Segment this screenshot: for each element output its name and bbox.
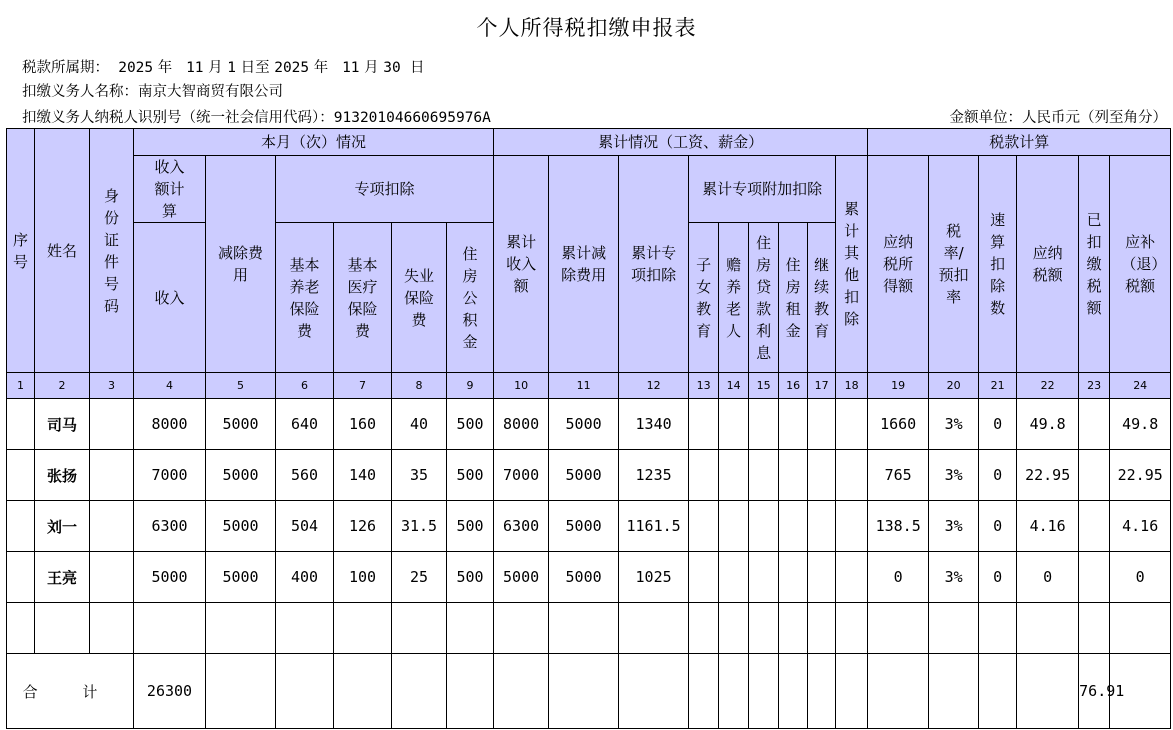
header-unemployment: 失业保险费 bbox=[392, 223, 447, 373]
period-to-year: 2025 bbox=[274, 60, 310, 76]
cell-cum-income: 6300 bbox=[494, 501, 549, 552]
cell-child-edu bbox=[689, 501, 719, 552]
column-number: 14 bbox=[719, 373, 749, 399]
total-cell bbox=[392, 654, 447, 729]
column-number: 17 bbox=[808, 373, 836, 399]
withholder-id-value: 91320104660695976A bbox=[333, 110, 491, 126]
cell-tax-payable: 4.16 bbox=[1017, 501, 1079, 552]
cell-rent bbox=[779, 501, 808, 552]
cell-mortgage bbox=[749, 501, 779, 552]
column-number: 24 bbox=[1110, 373, 1171, 399]
cell-cum-income: 8000 bbox=[494, 399, 549, 450]
total-cell bbox=[836, 654, 868, 729]
cell-mortgage bbox=[749, 552, 779, 603]
header-tax-withheld: 已扣缴税额 bbox=[1079, 156, 1110, 373]
cell-tax-withheld bbox=[1079, 450, 1110, 501]
cell-name: 刘一 bbox=[35, 501, 90, 552]
header-rate: 税率/预扣率 bbox=[929, 156, 979, 373]
cell-deduction-fee: 5000 bbox=[206, 552, 276, 603]
total-cell bbox=[619, 654, 689, 729]
cell-cum-deduction bbox=[549, 603, 619, 654]
total-tax-payable: 76.91 bbox=[1079, 654, 1110, 729]
cell-tax-withheld bbox=[1079, 399, 1110, 450]
column-number: 10 bbox=[494, 373, 549, 399]
cell-rent bbox=[779, 399, 808, 450]
cell-pension: 640 bbox=[276, 399, 334, 450]
cell-cum-other bbox=[836, 501, 868, 552]
header-tax-payable: 应纳税额 bbox=[1017, 156, 1079, 373]
table-row bbox=[7, 450, 1171, 501]
cell-unemployment bbox=[392, 603, 447, 654]
month-unit-2: 月 bbox=[364, 60, 379, 76]
column-number: 5 bbox=[206, 373, 276, 399]
total-income: 26300 bbox=[134, 654, 206, 729]
column-number-row bbox=[7, 373, 1171, 399]
cell-quick-deduction: 0 bbox=[979, 450, 1017, 501]
cell-taxable-income: 0 bbox=[868, 552, 929, 603]
cell-deduction-fee bbox=[206, 603, 276, 654]
table-row bbox=[7, 501, 1171, 552]
header-cum-special: 累计专项扣除 bbox=[619, 156, 689, 373]
column-number: 1 bbox=[7, 373, 35, 399]
header-cum-additional: 累计专项附加扣除 bbox=[689, 156, 836, 223]
column-number: 6 bbox=[276, 373, 334, 399]
tax-period bbox=[22, 56, 424, 77]
header-special: 专项扣除 bbox=[276, 156, 494, 223]
day-unit-2: 日 bbox=[409, 60, 425, 76]
column-number: 18 bbox=[836, 373, 868, 399]
cell-income bbox=[134, 603, 206, 654]
cell-taxable-income: 765 bbox=[868, 450, 929, 501]
cell-id-no bbox=[90, 501, 134, 552]
period-to-day: 30 bbox=[383, 60, 401, 76]
cell-name: 司马 bbox=[35, 399, 90, 450]
header-cum-other: 累计其他扣除 bbox=[836, 156, 868, 373]
withholder-name-label: 扣缴义务人名称： bbox=[22, 84, 138, 100]
total-cell bbox=[749, 654, 779, 729]
header-income: 收入 bbox=[134, 223, 206, 373]
cell-cum-other bbox=[836, 399, 868, 450]
cell-name: 张扬 bbox=[35, 450, 90, 501]
header-cum-deduction: 累计减除费用 bbox=[549, 156, 619, 373]
header-child-edu: 子女教育 bbox=[689, 223, 719, 373]
cell-cum-deduction: 5000 bbox=[549, 399, 619, 450]
cell-tax-withheld bbox=[1079, 501, 1110, 552]
cell-rate bbox=[929, 603, 979, 654]
column-number: 20 bbox=[929, 373, 979, 399]
cell-cum-other bbox=[836, 450, 868, 501]
cell-cum-special: 1235 bbox=[619, 450, 689, 501]
cell-medical: 100 bbox=[334, 552, 392, 603]
cell-id-no bbox=[90, 603, 134, 654]
to-word: 至 bbox=[255, 60, 270, 76]
column-number: 9 bbox=[447, 373, 494, 399]
cell-rate: 3% bbox=[929, 501, 979, 552]
cell-income: 8000 bbox=[134, 399, 206, 450]
cell-housing-fund bbox=[447, 603, 494, 654]
total-row bbox=[7, 654, 1171, 729]
header-tax-calc: 税款计算 bbox=[868, 129, 1171, 156]
cell-cum-other bbox=[836, 603, 868, 654]
cell-tax-payable: 22.95 bbox=[1017, 450, 1079, 501]
cell-taxable-income: 138.5 bbox=[868, 501, 929, 552]
cell-cont-edu bbox=[808, 552, 836, 603]
cell-rent bbox=[779, 552, 808, 603]
cell-income: 6300 bbox=[134, 501, 206, 552]
cell-housing-fund: 500 bbox=[447, 552, 494, 603]
table-row bbox=[7, 552, 1171, 603]
total-cell bbox=[1017, 654, 1079, 729]
cell-taxable-income bbox=[868, 603, 929, 654]
column-number: 3 bbox=[90, 373, 134, 399]
cell-elderly bbox=[719, 501, 749, 552]
header-cont-edu: 继续教育 bbox=[808, 223, 836, 373]
year-unit-2: 年 bbox=[313, 60, 329, 76]
cell-elderly bbox=[719, 552, 749, 603]
column-number: 16 bbox=[779, 373, 808, 399]
cell-pension: 400 bbox=[276, 552, 334, 603]
header-cumulative: 累计情况（工资、薪金） bbox=[494, 129, 868, 156]
cell-child-edu bbox=[689, 450, 719, 501]
cell-rate: 3% bbox=[929, 450, 979, 501]
cell-pension bbox=[276, 603, 334, 654]
header-monthly: 本月（次）情况 bbox=[134, 129, 494, 156]
header-pension: 基本养老保险费 bbox=[276, 223, 334, 373]
page-title: 个人所得税扣缴申报表 bbox=[476, 16, 697, 40]
column-number: 15 bbox=[749, 373, 779, 399]
cell-housing-fund: 500 bbox=[447, 501, 494, 552]
cell-unemployment: 35 bbox=[392, 450, 447, 501]
header-taxable-income: 应纳税所得额 bbox=[868, 156, 929, 373]
cell-id-no bbox=[90, 450, 134, 501]
header-quick-deduction: 速算扣除数 bbox=[979, 156, 1017, 373]
cell-cum-special: 1025 bbox=[619, 552, 689, 603]
cell-medical bbox=[334, 603, 392, 654]
cell-rate: 3% bbox=[929, 552, 979, 603]
cell-cum-special: 1340 bbox=[619, 399, 689, 450]
cell-seq bbox=[7, 552, 35, 603]
cell-medical: 126 bbox=[334, 501, 392, 552]
period-to-month: 11 bbox=[342, 60, 360, 76]
column-number: 2 bbox=[35, 373, 90, 399]
cell-deduction-fee: 5000 bbox=[206, 399, 276, 450]
header-name: 姓名 bbox=[35, 129, 90, 373]
cell-seq bbox=[7, 501, 35, 552]
cell-quick-deduction: 0 bbox=[979, 552, 1017, 603]
cell-name: 王亮 bbox=[35, 552, 90, 603]
cell-mortgage bbox=[749, 450, 779, 501]
column-number: 8 bbox=[392, 373, 447, 399]
cell-tax-payable: 49.8 bbox=[1017, 399, 1079, 450]
header-rent: 住房租金 bbox=[779, 223, 808, 373]
header-id-no: 身份证件号码 bbox=[90, 129, 134, 373]
header-mortgage: 住房贷款利息 bbox=[749, 223, 779, 373]
total-cell bbox=[494, 654, 549, 729]
withholder-name-value: 南京大智商贸有限公司 bbox=[138, 84, 283, 100]
total-cell bbox=[206, 654, 276, 729]
cell-quick-deduction: 0 bbox=[979, 399, 1017, 450]
cell-tax-due bbox=[1110, 603, 1171, 654]
withholder-name bbox=[22, 80, 283, 101]
table-row bbox=[7, 399, 1171, 450]
cell-mortgage bbox=[749, 603, 779, 654]
period-from-month: 11 bbox=[186, 60, 204, 76]
cell-tax-payable: 0 bbox=[1017, 552, 1079, 603]
total-cell bbox=[447, 654, 494, 729]
cell-mortgage bbox=[749, 399, 779, 450]
cell-tax-due: 22.95 bbox=[1110, 450, 1171, 501]
period-from-day: 1 bbox=[227, 60, 236, 76]
withholder-id-label: 扣缴义务人纳税人识别号（统一社会信用代码）： bbox=[22, 110, 334, 126]
cell-tax-payable bbox=[1017, 603, 1079, 654]
cell-name bbox=[35, 603, 90, 654]
cell-child-edu bbox=[689, 399, 719, 450]
cell-id-no bbox=[90, 552, 134, 603]
cell-elderly bbox=[719, 399, 749, 450]
header-cum-income: 累计收入额 bbox=[494, 156, 549, 373]
column-number: 12 bbox=[619, 373, 689, 399]
cell-medical: 160 bbox=[334, 399, 392, 450]
cell-elderly bbox=[719, 450, 749, 501]
header-deduction-fee: 减除费用 bbox=[206, 156, 276, 373]
column-number: 11 bbox=[549, 373, 619, 399]
total-cell bbox=[808, 654, 836, 729]
header-seq: 序号 bbox=[7, 129, 35, 373]
cell-tax-due: 0 bbox=[1110, 552, 1171, 603]
total-cell bbox=[276, 654, 334, 729]
table-row bbox=[7, 603, 1171, 654]
cell-unemployment: 40 bbox=[392, 399, 447, 450]
cell-cum-income bbox=[494, 603, 549, 654]
total-cell bbox=[929, 654, 979, 729]
cell-cont-edu bbox=[808, 450, 836, 501]
cell-medical: 140 bbox=[334, 450, 392, 501]
cell-cum-deduction: 5000 bbox=[549, 450, 619, 501]
cell-id-no bbox=[90, 399, 134, 450]
cell-cont-edu bbox=[808, 501, 836, 552]
cell-unemployment: 25 bbox=[392, 552, 447, 603]
total-cell bbox=[979, 654, 1017, 729]
cell-quick-deduction bbox=[979, 603, 1017, 654]
header-housing-fund: 住房公积金 bbox=[447, 223, 494, 373]
cell-rent bbox=[779, 603, 808, 654]
total-cell bbox=[689, 654, 719, 729]
withholder-id bbox=[22, 106, 491, 127]
total-cell bbox=[549, 654, 619, 729]
tax-table bbox=[6, 128, 1171, 729]
column-number: 7 bbox=[334, 373, 392, 399]
cell-cum-income: 5000 bbox=[494, 552, 549, 603]
cell-quick-deduction: 0 bbox=[979, 501, 1017, 552]
total-cell bbox=[334, 654, 392, 729]
cell-income: 5000 bbox=[134, 552, 206, 603]
cell-tax-due: 49.8 bbox=[1110, 399, 1171, 450]
cell-pension: 560 bbox=[276, 450, 334, 501]
cell-seq bbox=[7, 603, 35, 654]
cell-housing-fund: 500 bbox=[447, 450, 494, 501]
cell-cum-deduction: 5000 bbox=[549, 501, 619, 552]
cell-cum-special: 1161.5 bbox=[619, 501, 689, 552]
cell-tax-due: 4.16 bbox=[1110, 501, 1171, 552]
cell-taxable-income: 1660 bbox=[868, 399, 929, 450]
cell-seq bbox=[7, 450, 35, 501]
column-number: 21 bbox=[979, 373, 1017, 399]
cell-unemployment: 31.5 bbox=[392, 501, 447, 552]
header-income-calc: 收入额计算 bbox=[134, 156, 206, 223]
cell-tax-withheld bbox=[1079, 552, 1110, 603]
cell-child-edu bbox=[689, 603, 719, 654]
cell-pension: 504 bbox=[276, 501, 334, 552]
total-label: 合 计 bbox=[7, 654, 134, 729]
period-from-year: 2025 bbox=[118, 60, 154, 76]
cell-cum-special bbox=[619, 603, 689, 654]
cell-elderly bbox=[719, 603, 749, 654]
cell-cont-edu bbox=[808, 399, 836, 450]
header-tax-due: 应补（退）税额 bbox=[1110, 156, 1171, 373]
year-unit: 年 bbox=[157, 60, 173, 76]
column-number: 13 bbox=[689, 373, 719, 399]
cell-deduction-fee: 5000 bbox=[206, 450, 276, 501]
column-number: 19 bbox=[868, 373, 929, 399]
header-elderly: 赡养老人 bbox=[719, 223, 749, 373]
cell-deduction-fee: 5000 bbox=[206, 501, 276, 552]
total-cell bbox=[868, 654, 929, 729]
cell-cum-other bbox=[836, 552, 868, 603]
cell-tax-withheld bbox=[1079, 603, 1110, 654]
column-number: 22 bbox=[1017, 373, 1079, 399]
cell-rent bbox=[779, 450, 808, 501]
month-unit: 月 bbox=[208, 60, 223, 76]
column-number: 4 bbox=[134, 373, 206, 399]
cell-cum-income: 7000 bbox=[494, 450, 549, 501]
cell-cum-deduction: 5000 bbox=[549, 552, 619, 603]
total-cell bbox=[779, 654, 808, 729]
cell-child-edu bbox=[689, 552, 719, 603]
cell-income: 7000 bbox=[134, 450, 206, 501]
tax-period-label: 税款所属期： bbox=[22, 60, 109, 76]
cell-housing-fund: 500 bbox=[447, 399, 494, 450]
column-number: 23 bbox=[1079, 373, 1110, 399]
total-cell bbox=[719, 654, 749, 729]
cell-seq bbox=[7, 399, 35, 450]
currency-unit: 金额单位：人民币元（列至角分） bbox=[949, 110, 1167, 126]
header-medical: 基本医疗保险费 bbox=[334, 223, 392, 373]
cell-cont-edu bbox=[808, 603, 836, 654]
cell-rate: 3% bbox=[929, 399, 979, 450]
day-unit: 日 bbox=[240, 60, 256, 76]
